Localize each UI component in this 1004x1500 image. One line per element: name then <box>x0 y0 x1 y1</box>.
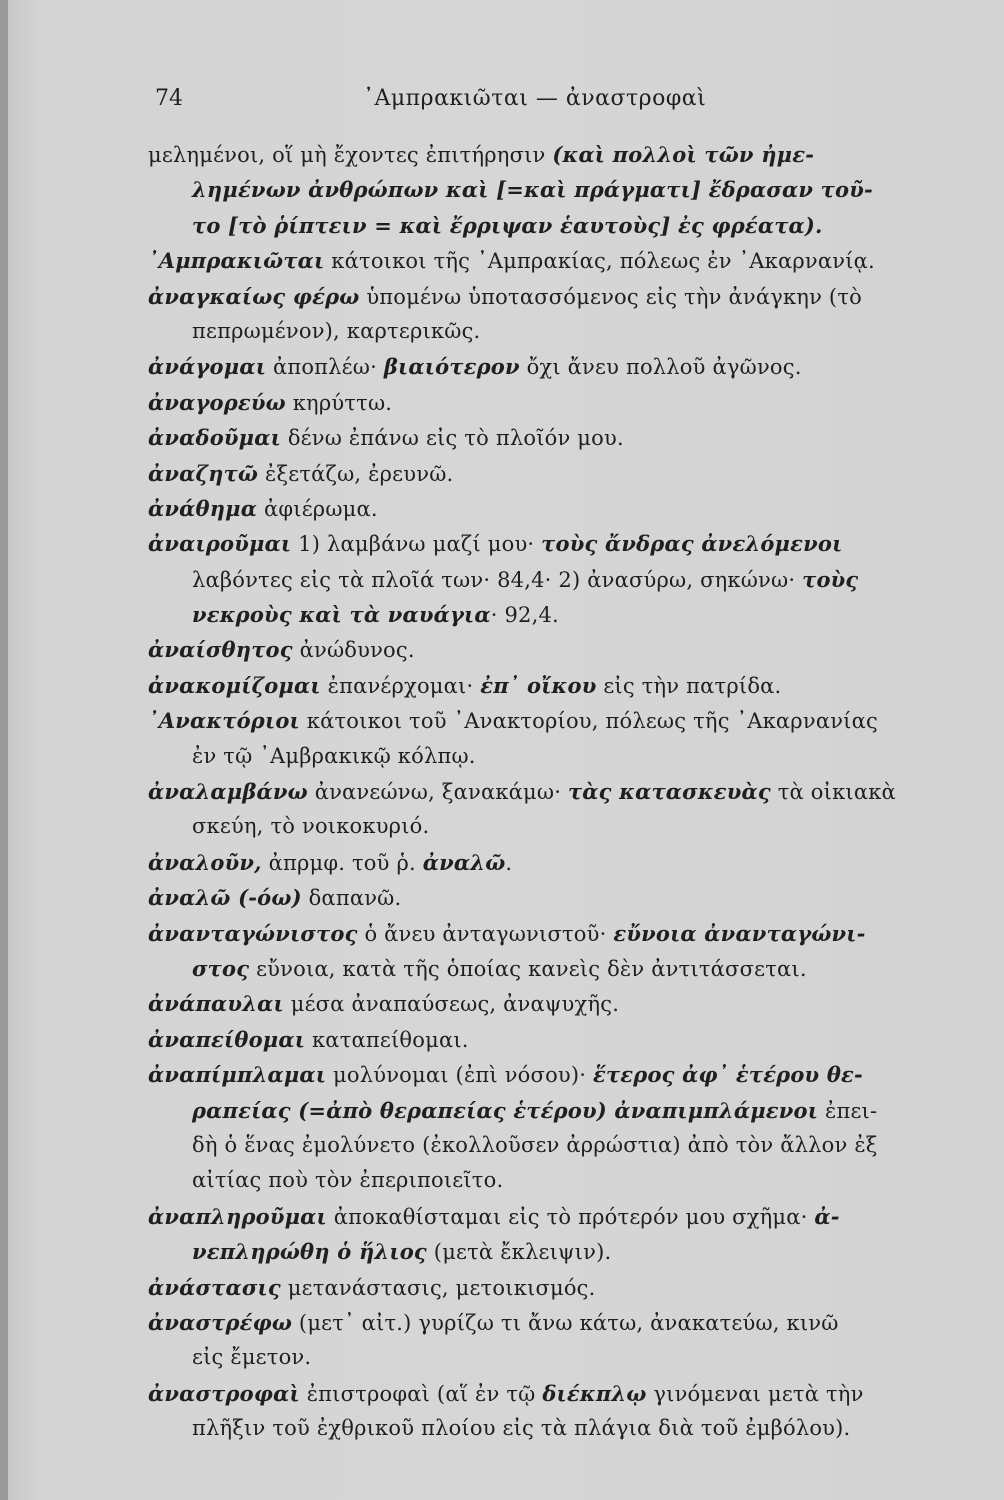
quoted-phrase: ἀναλῶ <box>422 849 506 875</box>
entry-line <box>148 279 970 314</box>
definition-text: ὄχι ἄνευ πολλοῦ ἀγῶνος. <box>519 355 802 380</box>
quoted-phrase: ραπείας (=ἀπὸ θεραπείας ἑτέρου) ἀναπιμπλάμενοι <box>192 1097 819 1123</box>
entry-line <box>148 951 970 986</box>
quoted-phrase: ἕτερος ἀφ᾿ ἑτέρου θε- <box>593 1062 863 1088</box>
entry-line <box>148 632 970 667</box>
entry-line <box>148 1305 970 1340</box>
entry-line <box>148 1199 970 1234</box>
quoted-phrase: λημένων ἀνθρώπων καὶ [=καὶ πράγματι] ἔδρασαν τοῦ- <box>192 177 873 203</box>
quoted-phrase: διέκπλῳ <box>542 1380 647 1406</box>
definition-text: τὰ οἰκιακὰ <box>770 780 896 805</box>
headword: ᾿Ανακτόριοι <box>148 708 300 734</box>
entry-line <box>148 1163 970 1198</box>
entry-line <box>148 916 970 951</box>
definition-text: λαβόντες εἰς τὰ πλοῖά των· 84,4· 2) ἀνασύρω, σηκώνω· <box>192 567 803 592</box>
page-header <box>145 86 965 126</box>
definition-text: κηρύττω. <box>285 390 393 415</box>
definition-text: μολύνομαι (ἐπὶ νόσου)· <box>326 1063 594 1088</box>
entry-line <box>148 491 970 526</box>
quoted-phrase: νεπληρώθη ὁ ἥλιος <box>192 1239 427 1265</box>
entry-line <box>148 314 970 349</box>
entry-line <box>148 1376 970 1411</box>
definition-text: ἀφιέρωμα. <box>257 496 378 521</box>
entry-line <box>148 1093 970 1128</box>
running-head: ᾿Αμπρακιῶται — ἀναστροφαὶ <box>363 86 707 111</box>
definition-text: ἀνανεώνω, ξανακάμω· <box>307 780 568 805</box>
entry-line <box>148 208 970 243</box>
definition-text: μελημένοι, οἵ μὴ ἔχοντες ἐπιτήρησιν <box>148 143 553 167</box>
definition-text: ὑπομένω ὑποτασσόμενος εἰς τὴν ἀνάγκην (τὸ <box>359 284 862 309</box>
definition-text: εἰς τὴν πατρίδα. <box>596 673 782 698</box>
quoted-phrase: εὔνοια ἀνανταγώνι- <box>613 920 866 946</box>
headword: ἀναγκαίως φέρω <box>148 283 360 309</box>
entry-line <box>148 526 970 561</box>
definition-text: ἀποκαθίσταμαι εἰς τὸ πρότερόν μου σχῆμα· <box>326 1204 815 1229</box>
headword: ἀνανταγώνιστος <box>148 920 358 946</box>
definition-text: · 92,4. <box>490 603 559 628</box>
page-edge <box>0 0 8 1500</box>
entry-line <box>148 1411 970 1446</box>
quoted-phrase: ἐπ᾿ οἴκου <box>480 672 597 698</box>
page-number: 74 <box>155 86 183 111</box>
definition-text: ἀποπλέω· <box>266 355 384 380</box>
definition-text: (μετὰ ἔκλειψιν). <box>426 1240 612 1265</box>
headword: ἀνάπαυλαι <box>148 991 284 1017</box>
definition-text: ὁ ἄνευ ἀνταγωνιστοῦ· <box>357 921 614 946</box>
entry-line <box>148 385 970 420</box>
quoted-phrase: τοὺς ἄνδρας ἀνελόμενοι <box>541 531 843 557</box>
entry-line <box>148 1340 970 1375</box>
headword: ἀναστρέφω <box>148 1309 293 1335</box>
headword: ἀναδοῦμαι <box>148 425 281 451</box>
headword: ἀνάγομαι <box>148 354 267 380</box>
definition-text: ἐπει- <box>818 1098 878 1123</box>
definition-text: μέσα ἀναπαύσεως, ἀναψυχῆς. <box>283 992 620 1017</box>
quoted-phrase: στος <box>192 955 250 981</box>
entry-line <box>148 597 970 632</box>
definition-text: ἐπιστροφαὶ (αἵ ἐν τῷ <box>299 1381 543 1406</box>
headword: ἀναιροῦμαι <box>148 531 292 557</box>
headword: ἀναζητῶ <box>148 460 259 486</box>
entry-line <box>148 774 970 809</box>
definition-text: πλῆξιν τοῦ ἐχθρικοῦ πλοίου εἰς τὰ πλάγια διὰ τοῦ ἐμβόλου). <box>192 1416 851 1441</box>
definition-text: (μετ᾿ αἰτ.) γυρίζω τι ἄνω κάτω, ἀνακατεύω, κινῶ <box>292 1310 839 1335</box>
headword: ἀναστροφαὶ <box>148 1380 300 1406</box>
quoted-phrase: τὰς κατασκευὰς <box>567 779 771 805</box>
headword: ἀνακομίζομαι <box>148 672 321 698</box>
entry-line <box>148 1022 970 1057</box>
entry-line <box>148 420 970 455</box>
entry-line <box>148 1234 970 1269</box>
entry-line <box>148 986 970 1021</box>
headword: ἀναπληροῦμαι <box>148 1203 327 1229</box>
entry-line <box>148 880 970 915</box>
headword: ἀνάθημα <box>148 495 258 521</box>
entry-line <box>148 1270 970 1305</box>
definition-text: δαπανῶ. <box>301 886 402 911</box>
entry-line <box>148 1057 970 1092</box>
definition-text: ἀνώδυνος. <box>292 638 415 663</box>
definition-text: δένω ἐπάνω εἰς τὸ πλοῖόν μου. <box>280 426 624 451</box>
entry-line <box>148 703 970 738</box>
quoted-phrase: τοὺς <box>802 566 859 592</box>
entry-line <box>148 562 970 597</box>
entry-line <box>148 456 970 491</box>
definition-text: κάτοικοι τοῦ ᾿Ανακτορίου, πόλεως τῆς ᾿Ακαρνανίας <box>299 709 878 734</box>
headword: ἀναίσθητος <box>148 637 293 663</box>
entry-line <box>148 137 970 172</box>
entry-line <box>148 172 970 207</box>
definition-text: πεπρωμένον), καρτερικῶς. <box>192 318 481 343</box>
headword: ἀναπείθομαι <box>148 1026 306 1052</box>
definition-text: . <box>505 850 513 875</box>
definition-text: γινόμεναι μετὰ τὴν <box>646 1381 864 1406</box>
headword: ἀναλῶ (-όω) <box>148 885 302 911</box>
entry-line <box>148 739 970 774</box>
definition-text: δὴ ὁ ἕνας ἐμολύνετο (ἐκολλοῦσεν ἀρρώστια) ἀπὸ τὸν ἄλλον ἐξ <box>192 1132 878 1157</box>
definition-text: εἰς ἔμετον. <box>192 1345 312 1370</box>
definition-text: 1) λαμβάνω μαζί μου· <box>291 532 542 557</box>
entry-line <box>148 809 970 844</box>
quoted-phrase: νεκροὺς καὶ τὰ ναυάγια <box>192 602 491 628</box>
definition-text: ἐν τῷ ᾿Αμβρακικῷ κόλπῳ. <box>192 743 476 768</box>
definition-text: ἀπρμφ. τοῦ ῥ. <box>261 850 423 875</box>
headword: ἀναπίμπλαμαι <box>148 1062 327 1088</box>
entry-line <box>148 243 970 278</box>
entry-line <box>148 668 970 703</box>
entry-line <box>148 349 970 384</box>
definition-text: μετανάστασις, μετοικισμός. <box>280 1275 596 1300</box>
definition-text: σκεύη, τὸ νοικοκυριό. <box>192 814 430 839</box>
entry-line <box>148 1128 970 1163</box>
headword: ἀναλαμβάνω <box>148 779 308 805</box>
dictionary-entries <box>148 137 970 1446</box>
entry-line <box>148 845 970 880</box>
definition-text: αἰτίας ποὺ τὸν ἐπεριποιεῖτο. <box>192 1168 504 1193</box>
quoted-phrase: το [τὸ ῥίπτειν = καὶ ἔρριψαν ἑαυτοὺς] ἐς φρέατα). <box>192 212 823 238</box>
headword: ἀναγορεύω <box>148 389 286 415</box>
definition-text: ἐπανέρχομαι· <box>320 673 481 698</box>
definition-text: ἐξετάζω, ἐρευνῶ. <box>258 461 454 486</box>
quoted-phrase: βιαιότερον <box>383 354 520 380</box>
headword: ἀνάστασις <box>148 1274 281 1300</box>
definition-text: κάτοικοι τῆς ᾿Αμπρακίας, πόλεως ἐν ᾿Ακαρνανίᾳ. <box>324 249 875 274</box>
definition-text: καταπείθομαι. <box>305 1027 469 1052</box>
headword: ἀναλοῦν, <box>148 849 262 875</box>
quoted-phrase: (καὶ πολλοὶ τῶν ἠμε- <box>552 142 815 167</box>
headword: ᾿Αμπρακιῶται <box>148 248 325 274</box>
definition-text: εὔνοια, κατὰ τῆς ὁποίας κανεὶς δὲν ἀντιτάσσεται. <box>249 956 807 981</box>
quoted-phrase: ἀ- <box>814 1203 840 1229</box>
